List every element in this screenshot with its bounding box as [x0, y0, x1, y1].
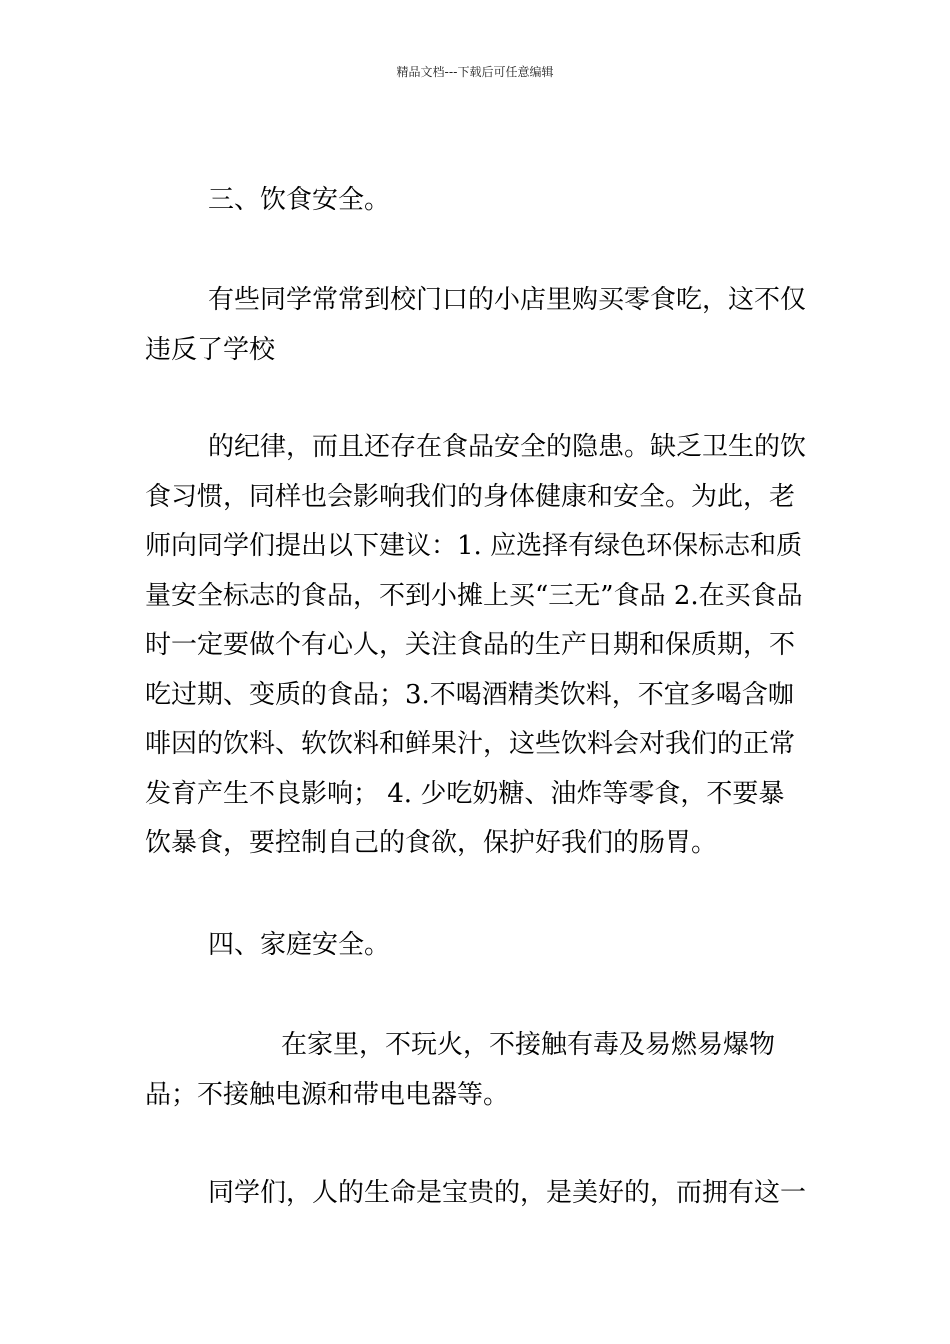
paragraph-home-safety: 在家里，不玩火，不接触有毒及易燃易爆物品；不接触电源和带电电器等。	[145, 1030, 776, 1110]
section-heading-home-safety: 四、家庭安全。	[208, 930, 391, 960]
section-heading-food-safety: 三、饮食安全。	[208, 185, 391, 215]
page-header: 精品文档---下载后可任意编辑	[396, 65, 554, 79]
paragraph-food-advice: 的纪律，而且还存在食品安全的隐患。缺乏卫生的饮食习惯，同样也会影响我们的身体健康和安全。为此，老师向同学们提出以下建议：1. 应选择有绿色环保标志和质量安全标志的食品，不到小摊上买“三无”食品 2.在买食品时一定要做个有心人，关注食品的生产日期和保质期，不吃过期、变质的食品；3.不喝酒精类饮料，不宜多喝含咖啡因的饮料、软饮料和鲜果汁，这些饮料会对我们的正常发育产生不良影响； 4. 少吃奶糖、油炸等零食，不要暴饮暴食，要控制自己的食欲，保护好我们的肠胃。	[145, 432, 807, 858]
paragraph-snacks: 有些同学常常到校门口的小店里购买零食吃，这不仅违反了学校	[145, 285, 807, 365]
paragraph-life-precious: 同学们，人的生命是宝贵的，是美好的，而拥有这一	[208, 1178, 807, 1208]
